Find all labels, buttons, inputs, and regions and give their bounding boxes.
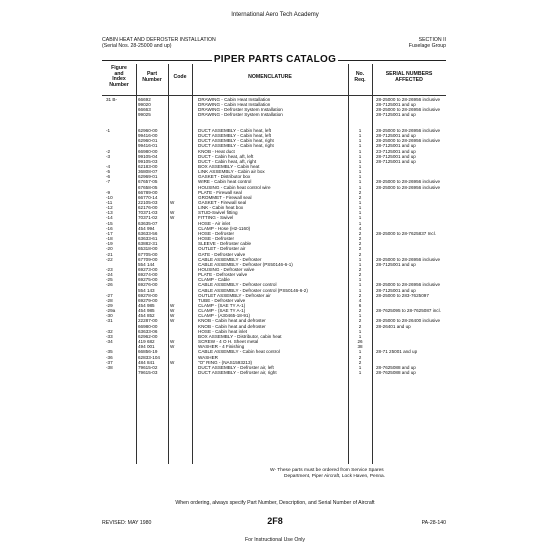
cell-part-number: 454 994 bbox=[138, 225, 155, 231]
cell-quantity: 2 bbox=[358, 354, 362, 360]
cell-figure: -6 bbox=[106, 174, 111, 180]
cell-serial-numbers: 28-7125001 and up bbox=[376, 287, 416, 293]
cell-quantity: 2 bbox=[358, 236, 362, 242]
cell-quantity: 2 bbox=[358, 246, 362, 252]
cell-part-number: 66980-00 bbox=[138, 323, 158, 329]
page-number: 2F8 bbox=[267, 516, 283, 526]
cell-nomenclature: DUCT - Cabin heat, aft, left bbox=[198, 153, 254, 159]
cell-code: W bbox=[170, 318, 175, 324]
cell-nomenclature: FITTING - Swivel bbox=[198, 215, 234, 221]
note-line: Department, Piper Aircraft, Lock Haven, Penna. bbox=[284, 473, 386, 479]
group-label: Fuselage Group bbox=[408, 42, 446, 49]
cell-quantity: 1 bbox=[358, 287, 362, 293]
cell-code: W bbox=[170, 200, 175, 205]
cell-figure: -27 bbox=[106, 292, 113, 298]
cell-figure: -30 bbox=[106, 313, 113, 319]
cell-part-number: 66856-19 bbox=[138, 349, 158, 355]
cell-part-number: 69278-00 bbox=[138, 292, 158, 298]
cell-serial-numbers: 28-25000 to 28-26956 inclusive bbox=[376, 184, 441, 190]
cell-serial-numbers: 28-25000 to 28-7625837 Incl. bbox=[376, 230, 437, 236]
cell-serial-numbers: 28-25000 to 28-26956 inclusive bbox=[376, 179, 441, 185]
cell-figure: -26 bbox=[106, 282, 113, 288]
cell-figure: -14 bbox=[106, 215, 113, 221]
cell-code: W bbox=[170, 210, 175, 216]
cell-quantity: 2 bbox=[358, 230, 362, 236]
cell-quantity: 1 bbox=[358, 127, 362, 133]
cell-part-number: 69273-00 bbox=[138, 266, 158, 272]
cell-part-number: 63882-31 bbox=[138, 241, 158, 247]
cell-part-number: 63635-07 bbox=[138, 220, 158, 226]
col-fig-line: Number bbox=[109, 82, 129, 89]
header-divider bbox=[102, 95, 446, 96]
cell-nomenclature: WIRE - Cabin heat control bbox=[198, 179, 252, 185]
cell-figure: -16 bbox=[106, 225, 113, 231]
cell-quantity: 1 bbox=[358, 369, 362, 375]
cell-nomenclature: KNOB - Heat duct bbox=[198, 148, 235, 154]
cell-part-number: 454 852 bbox=[138, 313, 155, 319]
cell-nomenclature: DUCT ASSEMBLY - Cabin heat, right bbox=[198, 143, 274, 149]
cell-quantity: 1 bbox=[358, 148, 362, 154]
cell-serial-numbers: 28-25000 to 28-26956 inclusive bbox=[376, 127, 441, 133]
cell-figure: -1 bbox=[106, 127, 111, 133]
cell-nomenclature: BOX ASSEMBLY - Distributor, cabin heat bbox=[198, 333, 282, 339]
cell-quantity: 2 bbox=[358, 359, 362, 365]
service-spares-note bbox=[270, 468, 385, 480]
cell-figure: -38 bbox=[106, 364, 113, 370]
cell-serial-numbers: 28-7125001 and up bbox=[376, 158, 416, 164]
cell-quantity: 2 bbox=[358, 318, 362, 324]
cell-nomenclature: DRAWING - Cabin Heat Installation bbox=[198, 102, 271, 108]
cell-figure: 31 B- bbox=[106, 97, 117, 102]
cell-part-number: 79615-02 bbox=[138, 364, 158, 370]
cell-quantity: 1 bbox=[358, 158, 362, 164]
academy-header: International Aero Tech Academy bbox=[231, 12, 319, 18]
cell-part-number: 69275-00 bbox=[138, 277, 158, 283]
cell-quantity: 1 bbox=[358, 210, 362, 216]
cell-nomenclature: PLATE - Defroster valve bbox=[198, 272, 248, 278]
col-figure-header bbox=[102, 66, 136, 89]
cell-nomenclature: STUD-Swivel fitting bbox=[198, 210, 238, 216]
col-serial-line: AFFECTED bbox=[395, 76, 423, 83]
cell-nomenclature: SCREW - 4 O H. Sheet metal bbox=[198, 339, 259, 345]
cell-part-number: 484 841 bbox=[138, 359, 155, 365]
cell-quantity: 1 bbox=[358, 169, 362, 175]
cell-nomenclature: LINK ASSEMBLY - Cabin air box bbox=[198, 169, 265, 175]
cell-figure: -29 bbox=[106, 303, 113, 308]
col-fig-line: Figure bbox=[111, 65, 127, 71]
cell-figure: -20 bbox=[106, 246, 113, 252]
cell-serial-numbers: 28-25000 to 283-7625097 bbox=[376, 292, 429, 298]
cell-part-number: 22287-00 bbox=[138, 318, 158, 324]
cell-nomenclature: KNOB - Cabin heat and defroster bbox=[198, 323, 266, 329]
cell-quantity: 1 bbox=[358, 143, 362, 149]
cell-serial-numbers: 28-7125001 and up bbox=[376, 112, 416, 118]
cell-part-number: 454 985 bbox=[138, 303, 155, 308]
cell-serial-numbers: 28-7125001 and up bbox=[376, 133, 416, 139]
cell-figure: -24 bbox=[106, 272, 113, 278]
cell-part-number: 70371-03 bbox=[138, 210, 158, 216]
cell-part-number: 63633-56 bbox=[138, 230, 158, 236]
col-fig-line: and bbox=[114, 70, 124, 77]
cell-nomenclature: DUCT ASSEMBLY - Cabin heat, right bbox=[198, 138, 274, 144]
cell-part-number: 79615-03 bbox=[138, 369, 158, 375]
cell-quantity: 2 bbox=[358, 194, 362, 200]
cell-part-number: 62183-00 bbox=[138, 163, 158, 169]
table-row bbox=[102, 370, 446, 375]
cell-quantity: 1 bbox=[358, 220, 362, 226]
catalog-title: PIPER PARTS CATALOG bbox=[213, 54, 337, 65]
cell-quantity: 1 bbox=[358, 163, 362, 169]
cell-quantity: 2 bbox=[358, 292, 362, 298]
cell-part-number: 36808-07 bbox=[138, 169, 158, 175]
cell-part-number: 62960-00 bbox=[138, 127, 158, 133]
col-fig-line: Index bbox=[112, 76, 126, 83]
cell-nomenclature: WASHER bbox=[198, 354, 218, 360]
cell-nomenclature: SLEEVE - Defroster cable bbox=[198, 241, 252, 247]
cell-serial-numbers: 28-25000 to 28-26956 inclusive bbox=[376, 107, 441, 113]
cell-nomenclature: DRAWING - Defroster System Installation bbox=[198, 112, 283, 118]
cell-nomenclature: HOSE - Defroster bbox=[198, 236, 234, 242]
col-nomenclature-header: NOMENCLATURE bbox=[248, 74, 292, 80]
cell-part-number: 22105-03 bbox=[138, 200, 158, 205]
cell-serial-numbers: 28-71 25001 and up bbox=[376, 349, 418, 355]
cell-part-number: 62960-01 bbox=[138, 138, 158, 144]
cell-nomenclature: DRAWING - Cabin Heat Installation bbox=[198, 97, 271, 102]
parts-table-body bbox=[102, 97, 446, 457]
col-code-header: Code bbox=[173, 74, 187, 80]
cell-nomenclature: HOSE - Defroster bbox=[198, 230, 234, 236]
cell-part-number: 99416-00 bbox=[138, 133, 158, 139]
cell-figure: -19 bbox=[106, 241, 113, 247]
cell-part-number: 67658-05 bbox=[138, 184, 158, 190]
cell-quantity: 2 bbox=[358, 272, 362, 278]
cell-quantity: 4 bbox=[358, 297, 362, 303]
cell-nomenclature: CABLE ASSEMBLY - Defroster (PS50146-6-1) bbox=[198, 261, 293, 267]
cell-serial-numbers: 28-7625088 and up bbox=[376, 364, 416, 370]
cell-nomenclature: CLAMP - (SAE TY A-1) bbox=[198, 303, 246, 308]
ordering-instructions: When ordering, always specify Part Number, Description, and Serial Number of Aircraft bbox=[175, 500, 375, 506]
usage-notice: For Instructional Use Only bbox=[245, 537, 305, 543]
cell-part-number: 99105-03 bbox=[138, 158, 158, 164]
col-req-line: No. bbox=[355, 71, 365, 77]
cell-quantity: 2 bbox=[358, 251, 362, 257]
section-title: CABIN HEAT AND DEFROSTER INSTALLATION bbox=[102, 37, 216, 43]
cell-figure: -34 bbox=[106, 339, 113, 345]
serial-note: (Serial Nos. 28-25000 and up) bbox=[102, 42, 172, 49]
cell-figure: -23 bbox=[106, 266, 113, 272]
cell-quantity: 1 bbox=[358, 200, 362, 205]
cell-figure: -15 bbox=[106, 220, 113, 226]
cell-serial-numbers: 28-7125001 and up bbox=[376, 102, 416, 108]
cell-figure: -22 bbox=[106, 256, 113, 262]
cell-figure: -4 bbox=[106, 163, 111, 169]
col-req-line: Req. bbox=[354, 76, 366, 83]
cell-quantity: 2 bbox=[358, 189, 362, 195]
cell-quantity: 2 bbox=[358, 323, 362, 329]
cell-part-number: 62962-00 bbox=[138, 333, 158, 339]
cell-code: W bbox=[170, 215, 175, 221]
cell-code: W bbox=[170, 313, 175, 319]
cell-part-number: 69276-00 bbox=[138, 282, 158, 288]
cell-nomenclature: OUTLET - Defroster air bbox=[198, 246, 246, 252]
cell-part-number: 554 143 bbox=[138, 287, 155, 293]
cell-quantity: 1 bbox=[358, 153, 362, 159]
cell-quantity: 4 bbox=[358, 225, 362, 231]
cell-quantity: 6 bbox=[358, 303, 362, 308]
section-label: SECTION II bbox=[418, 37, 446, 43]
note-line: W- These parts must be ordered from Service Spares bbox=[270, 468, 384, 473]
cell-part-number: 62176-00 bbox=[138, 205, 158, 211]
cell-quantity: 26 bbox=[357, 339, 363, 345]
cell-nomenclature: CLAMP - (SAE TY A-1) bbox=[198, 308, 246, 314]
cell-serial-numbers: 28-7625095 to 28-7625087 incl. bbox=[376, 308, 441, 314]
cell-code: W bbox=[170, 308, 175, 314]
cell-nomenclature: CLAMP - Cable bbox=[198, 277, 230, 283]
cell-code: W bbox=[170, 344, 175, 350]
cell-part-number: 69274-00 bbox=[138, 272, 158, 278]
cell-code: W bbox=[170, 303, 175, 308]
cell-nomenclature: BOX ASSEMBLY - Cabin heat bbox=[198, 163, 260, 169]
cell-part-number: 66980-00 bbox=[138, 148, 158, 154]
col-part-header bbox=[136, 72, 168, 83]
cell-nomenclature: GASKET - Firewall seal bbox=[198, 200, 247, 205]
cell-nomenclature: KNOB - Cabin heat and defroster bbox=[198, 318, 266, 324]
cell-nomenclature: HOUSING - Cabin heat control wire bbox=[198, 184, 271, 190]
cell-quantity: 2 bbox=[358, 308, 362, 314]
revision-date: REVISED: MAY 1980 bbox=[102, 520, 152, 526]
cell-figure: -17 bbox=[106, 230, 113, 236]
cell-nomenclature: DUCT - Cabin heat, aft, right bbox=[198, 158, 257, 164]
cell-quantity: 1 bbox=[358, 256, 362, 262]
cell-nomenclature: DRAWING - Defroster System Installation bbox=[198, 107, 283, 113]
cell-quantity: 1 bbox=[358, 277, 362, 283]
cell-figure: -36 bbox=[106, 354, 113, 360]
section-label-block bbox=[409, 38, 446, 50]
cell-figure: -25 bbox=[106, 277, 113, 283]
cell-part-number: 63633-61 bbox=[138, 236, 158, 242]
col-req-header bbox=[348, 72, 372, 83]
col-part-line: Part bbox=[146, 71, 158, 77]
cell-nomenclature: GROMMET - Firewall seal bbox=[198, 194, 252, 200]
cell-quantity: 1 bbox=[358, 328, 362, 334]
cell-serial-numbers: 28-7125001 and up bbox=[376, 261, 416, 267]
cell-figure: -35 bbox=[106, 349, 113, 355]
cell-quantity: 2 bbox=[358, 266, 362, 272]
cell-figure: -2 bbox=[106, 148, 111, 154]
cell-nomenclature: WASHER - 4 Finishing bbox=[198, 344, 245, 350]
cell-part-number: 62833-104 bbox=[138, 354, 160, 360]
cell-nomenclature: CABLE ASSEMBLY - Defroster control (PS50146-6-2) bbox=[198, 287, 308, 293]
cell-figure: -37 bbox=[106, 359, 113, 365]
cell-figure: -10 bbox=[106, 194, 113, 200]
cell-part-number: 99105-04 bbox=[138, 153, 158, 159]
cell-serial-numbers: 28-25000 to 28-26956 inclusive bbox=[376, 282, 441, 288]
cell-serial-numbers: 28-7125001 and up bbox=[376, 153, 416, 159]
cell-nomenclature: DUCT ASSEMBLY - Defroster air, right bbox=[198, 369, 277, 375]
cell-figure: -13 bbox=[106, 210, 113, 216]
cell-quantity: 1 bbox=[358, 205, 362, 211]
table-header bbox=[102, 64, 446, 94]
cell-nomenclature: DUCT ASSEMBLY - Cabin heat, left bbox=[198, 133, 272, 139]
cell-figure: -21 bbox=[106, 251, 113, 257]
cell-part-number: 66770-14 bbox=[138, 194, 158, 200]
cell-nomenclature: DUCT ASSEMBLY - Defroster air, left bbox=[198, 364, 274, 370]
cell-part-number: 99416-01 bbox=[138, 143, 158, 149]
cell-serial-numbers: 28-25000 to 28-26400 inclusive bbox=[376, 318, 441, 324]
cell-serial-numbers: 28-25000 to 28-26956 inclusive bbox=[376, 138, 441, 144]
cell-nomenclature: DUCT ASSEMBLY - Cabin heat, left bbox=[198, 127, 272, 133]
cell-part-number: 554 144 bbox=[138, 261, 155, 267]
cell-quantity: 38 bbox=[357, 344, 363, 350]
section-title-block bbox=[102, 38, 216, 50]
cell-figure: -28 bbox=[106, 297, 113, 303]
cell-serial-numbers: 28-25000 to 28-26956 inclusive bbox=[376, 256, 441, 262]
cell-nomenclature: PLATE - Firewall seal bbox=[198, 189, 242, 195]
cell-code: W bbox=[170, 339, 175, 345]
cell-quantity: 1 bbox=[358, 138, 362, 144]
model-number: PA-28-140 bbox=[421, 520, 446, 526]
cell-part-number: 66789-00 bbox=[138, 189, 158, 195]
cell-part-number: 99020 bbox=[138, 102, 151, 108]
cell-nomenclature: "O" RING - (NAS1593213) bbox=[198, 359, 253, 365]
cell-quantity: 1 bbox=[358, 184, 362, 190]
cell-nomenclature: HOSE - Cabin heat inlet bbox=[198, 328, 248, 334]
cell-figure: -12 bbox=[106, 205, 113, 211]
cell-nomenclature: GATE - Defroster valve bbox=[198, 251, 246, 257]
col-part-line: Number bbox=[142, 76, 162, 83]
cell-figure: -11 bbox=[106, 200, 113, 205]
cell-figure: -3 bbox=[106, 153, 111, 159]
cell-serial-numbers: 23-7125001 and up bbox=[376, 148, 416, 154]
cell-figure: -7 bbox=[106, 179, 111, 185]
cell-part-number: 70371-02 bbox=[138, 215, 158, 221]
cell-part-number: 419 682 bbox=[138, 339, 155, 345]
col-serial-header bbox=[372, 72, 446, 83]
cell-part-number: 66692 bbox=[138, 97, 151, 102]
cell-part-number: 67705-00 bbox=[138, 251, 158, 257]
cell-part-number: 99025 bbox=[138, 112, 151, 118]
cell-nomenclature: HOUSING - Defroster valve bbox=[198, 266, 255, 272]
cell-part-number: 454 985 bbox=[138, 308, 155, 314]
cell-nomenclature: LINK - Cabin heat box bbox=[198, 205, 244, 211]
cell-code: W bbox=[170, 359, 175, 365]
cell-quantity: 1 bbox=[358, 282, 362, 288]
cell-serial-numbers: 28-7125001 and up bbox=[376, 143, 416, 149]
cell-quantity: 1 bbox=[358, 333, 362, 339]
cell-quantity: 1 bbox=[358, 179, 362, 185]
cell-nomenclature: TUBE - Defroster valve bbox=[198, 297, 246, 303]
col-serial-line: SERIAL NUMBERS bbox=[385, 71, 433, 77]
cell-quantity: 1 bbox=[358, 215, 362, 221]
cell-part-number: 66663 bbox=[138, 107, 151, 113]
cell-part-number: 69279-00 bbox=[138, 297, 158, 303]
cell-nomenclature: CABLE ASSEMBLY - Defroster bbox=[198, 256, 262, 262]
cell-figure: -5 bbox=[106, 169, 111, 175]
cell-part-number: 67709-00 bbox=[138, 256, 158, 262]
cell-quantity: 1 bbox=[358, 261, 362, 267]
cell-figure: -31 bbox=[106, 318, 113, 324]
cell-figure: -18 bbox=[106, 236, 113, 242]
cell-part-number: 494 001 bbox=[138, 344, 155, 350]
cell-quantity: 1 bbox=[358, 174, 362, 180]
cell-serial-numbers: 28-7625088 and up bbox=[376, 369, 416, 375]
cell-figure: -32 bbox=[106, 328, 113, 334]
cell-figure: -29a bbox=[106, 308, 116, 314]
cell-part-number: 67657-05 bbox=[138, 179, 158, 185]
cell-nomenclature: CLAMP - (A30465-18-91) bbox=[198, 313, 251, 319]
cell-figure: -9 bbox=[106, 189, 111, 195]
cell-nomenclature: HOSE - Air inlet bbox=[198, 220, 231, 226]
cell-serial-numbers: 28-25000 to 28-26956 inclusive bbox=[376, 97, 441, 102]
cell-serial-numbers: 28-26401 and up bbox=[376, 323, 411, 329]
cell-nomenclature: CABLE ASSEMBLY - Defroster control bbox=[198, 282, 277, 288]
cell-part-number: 63633-06 bbox=[138, 328, 158, 334]
cell-nomenclature: OUTLET ASSEMBLY - Defroster air bbox=[198, 292, 271, 298]
cell-nomenclature: GASKET - Distributor box bbox=[198, 174, 251, 180]
cell-nomenclature: CLAMP - Hose (H2-1160) bbox=[198, 225, 251, 231]
cell-quantity: 2 bbox=[358, 241, 362, 247]
cell-quantity: 1 bbox=[358, 133, 362, 139]
cell-quantity: 1 bbox=[358, 313, 362, 319]
cell-quantity: 1 bbox=[358, 349, 362, 355]
cell-quantity: 1 bbox=[358, 364, 362, 370]
cell-part-number: 62969-01 bbox=[138, 174, 158, 180]
cell-figure: -33 bbox=[106, 333, 113, 339]
cell-part-number: 65318-00 bbox=[138, 246, 158, 252]
cell-nomenclature: CABLE ASSEMBLY - Cabin heat control bbox=[198, 349, 280, 355]
